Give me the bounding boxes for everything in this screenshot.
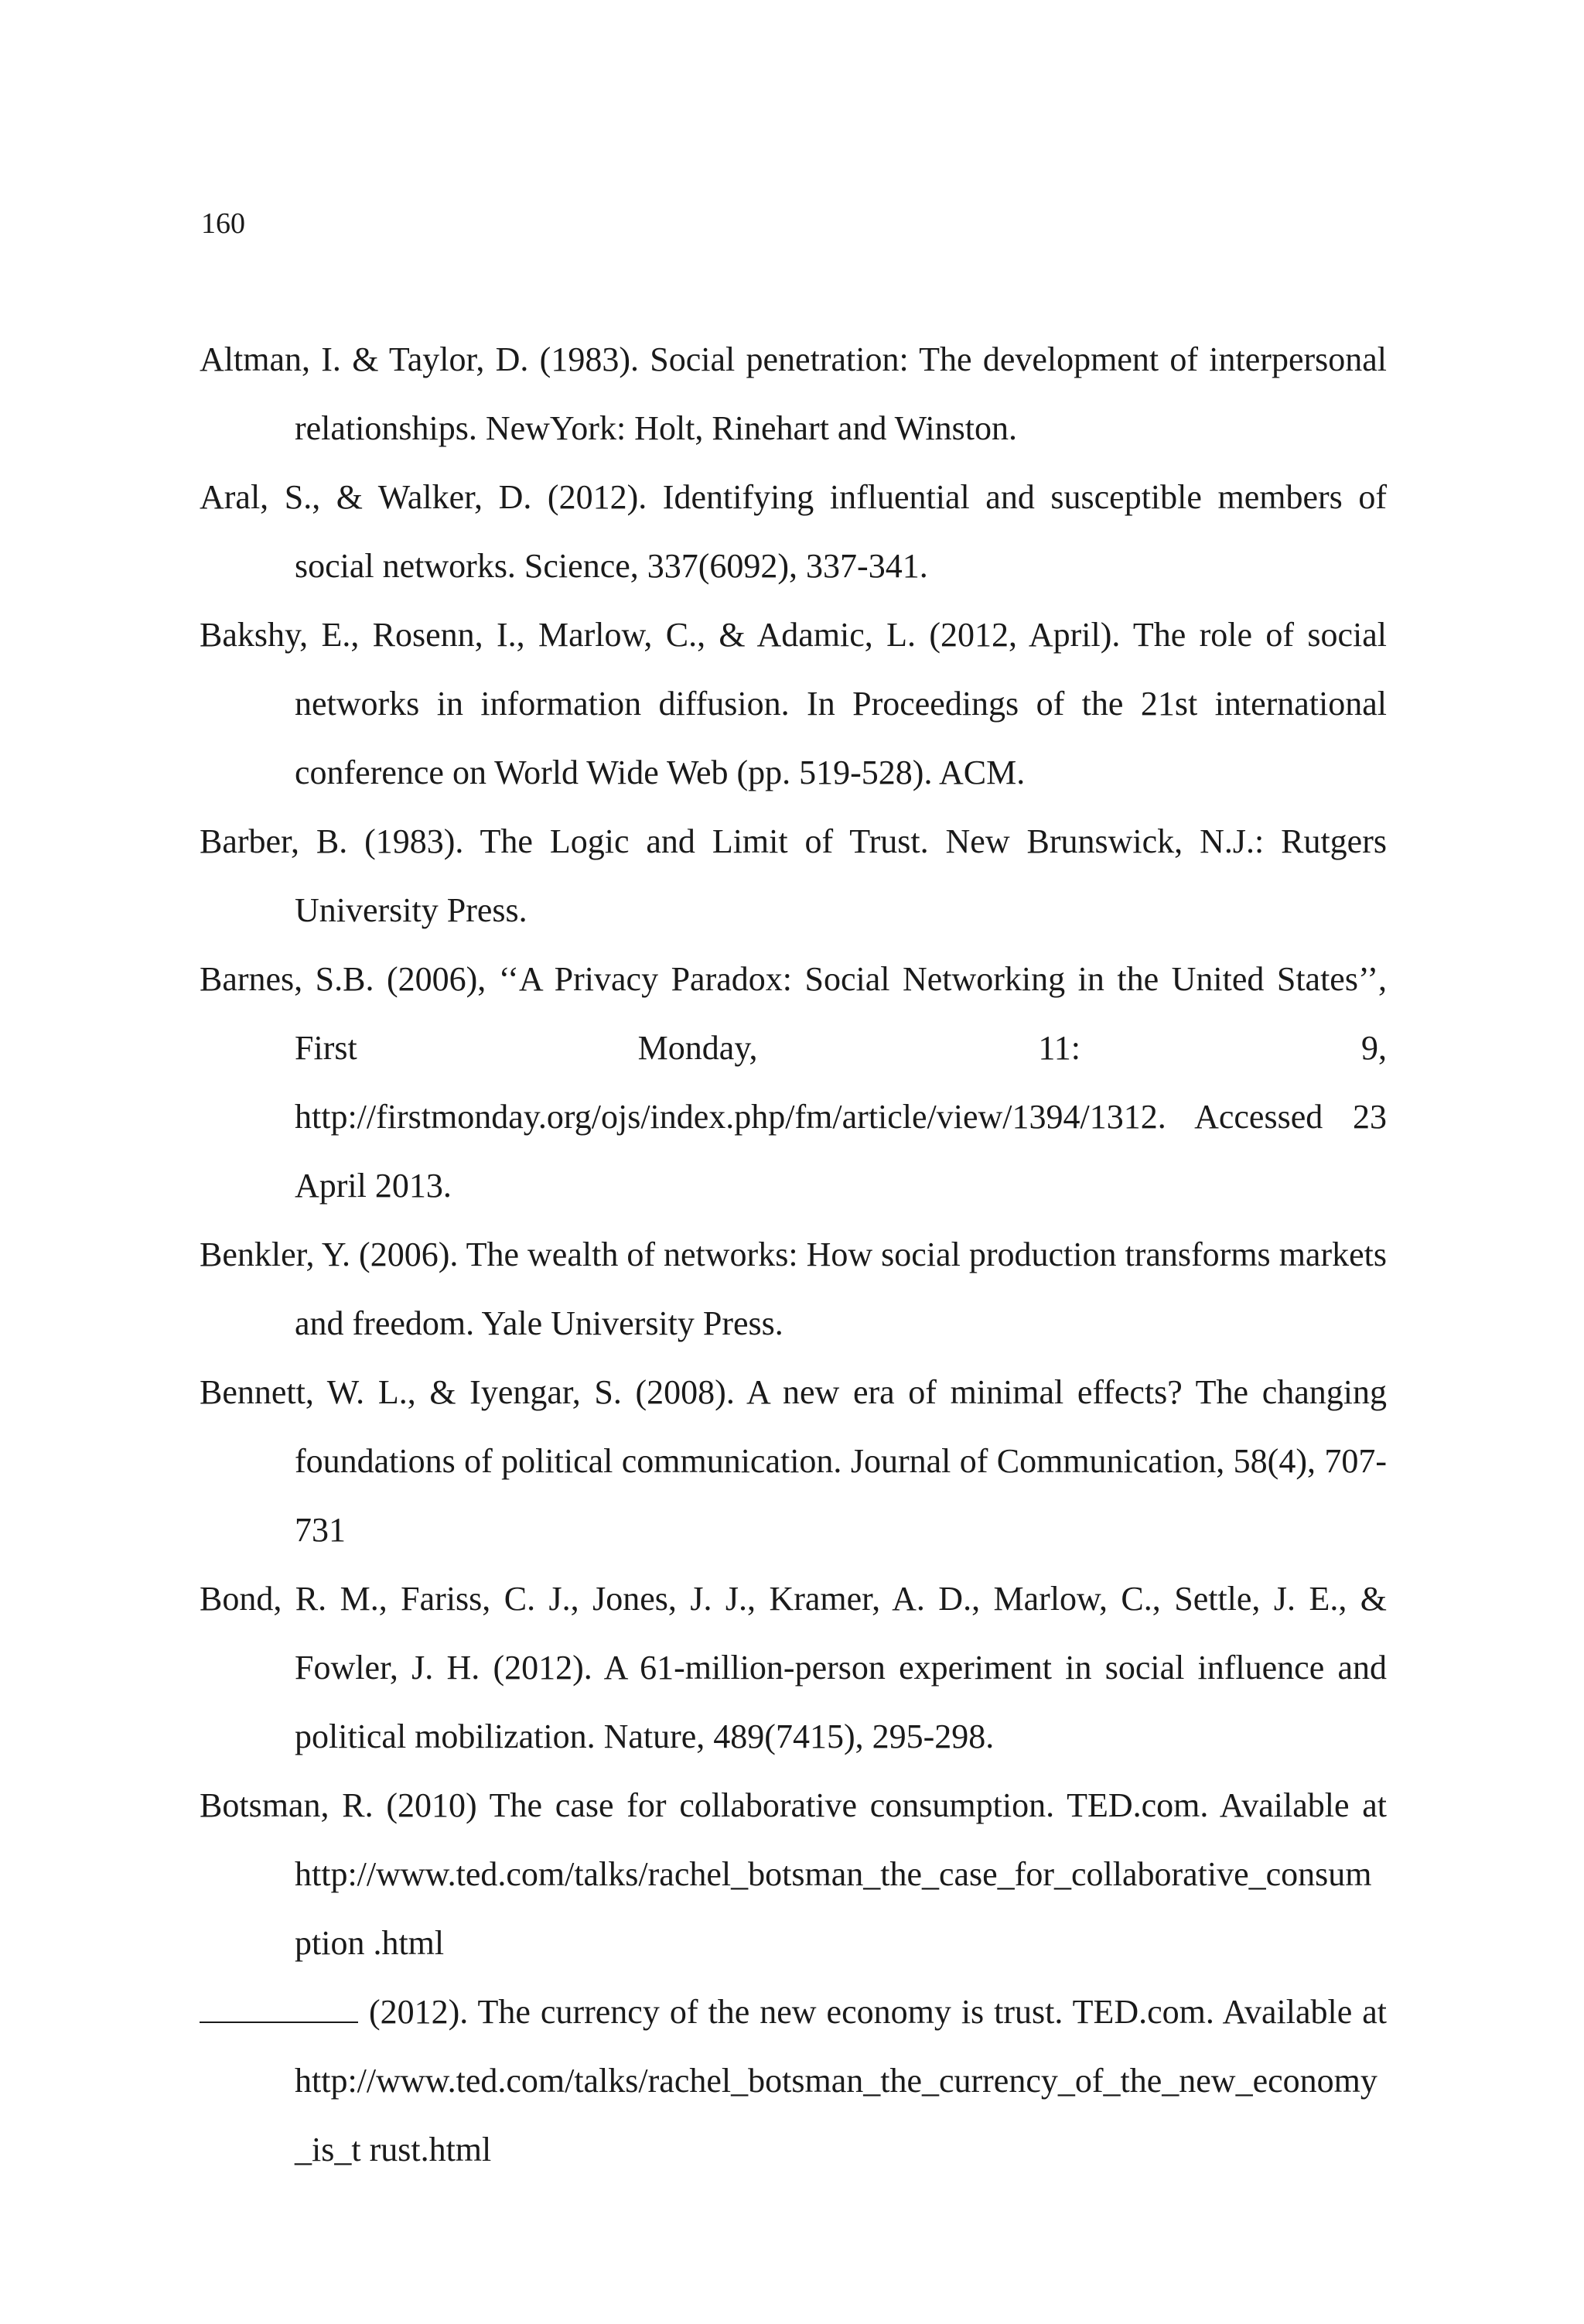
reference-list (200, 325, 1387, 2184)
reference-text: (2012). The currency of the new economy is trust. TED.com. Available at http://www.ted.com/talks/rachel_botsman_the_currency_of_the_new_economy_is_t rust.html (295, 1993, 1387, 2168)
reference-entry: Botsman, R. (2010) The case for collaborative consumption. TED.com. Available at http://www.ted.com/talks/rachel_botsman_the_case_for_collaborative_consumption .html (200, 1786, 1387, 1962)
reference-entry: Bond, R. M., Fariss, C. J., Jones, J. J., Kramer, A. D., Marlow, C., Settle, J. E., & Fowler, J. H. (2012). A 61-million-person experiment in social influence and political mobilization. Nature, 489(7415), 295-298. (200, 1580, 1387, 1755)
reference-entry: Barber, B. (1983). The Logic and Limit of Trust. New Brunswick, N.J.: Rutgers University Press. (200, 822, 1387, 929)
reference-entry: Aral, S., & Walker, D. (2012). Identifying influential and susceptible members of social networks. Science, 337(6092), 337-341. (200, 478, 1387, 585)
reference-entry: Bakshy, E., Rosenn, I., Marlow, C., & Adamic, L. (2012, April). The role of social networks in information diffusion. In Proceedings of the 21st international conference on World Wide Web (pp. 519-528). ACM. (200, 616, 1387, 791)
reference-entry: Altman, I. & Taylor, D. (1983). Social penetration: The development of interpersonal relationships. NewYork: Holt, Rinehart and Winston. (200, 340, 1387, 447)
same-author-dash (200, 1998, 358, 2023)
reference-entry: Benkler, Y. (2006). The wealth of networks: How social production transforms markets and freedom. Yale University Press. (200, 1235, 1387, 1342)
reference-entry: Bennett, W. L., & Iyengar, S. (2008). A new era of minimal effects? The changing foundations of political communication. Journal of Communication, 58(4), 707-731 (200, 1373, 1387, 1549)
page-number: 160 (201, 207, 245, 240)
reference-entry-same-author (200, 1977, 1387, 2184)
reference-entry: Barnes, S.B. (2006), ‘‘A Privacy Paradox: Social Networking in the United States’’, First Monday, 11: 9, http://firstmonday.org/ojs/index.php/fm/article/view/1394/1312. Accessed 23 April 2013. (200, 960, 1387, 1205)
